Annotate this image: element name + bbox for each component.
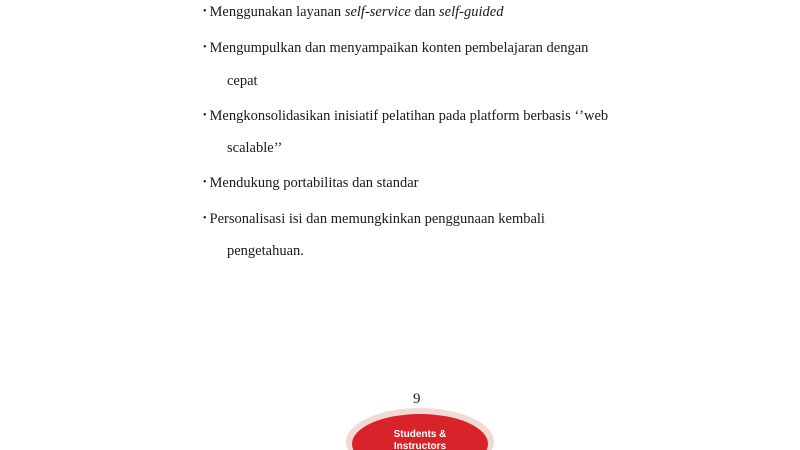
bullet-marker: •	[203, 213, 207, 224]
bullet-item-portability	[203, 174, 419, 192]
bullet-item-platform	[203, 107, 608, 125]
bullet-marker: •	[203, 42, 207, 53]
bullet-text: Mengumpulkan dan menyampaikan konten pembelajaran dengan	[209, 40, 589, 56]
bullet-continuation: cepat	[227, 73, 258, 89]
emphasis-self-service: self-service	[344, 4, 411, 20]
bullet-text: dan	[410, 4, 440, 20]
page-number: 9	[413, 391, 421, 407]
bullet-marker: •	[203, 110, 207, 121]
diagram-label-line2: Instructors	[393, 441, 447, 450]
diagram-label-line1: Students &	[393, 429, 447, 440]
bullet-continuation: pengetahuan.	[227, 243, 304, 259]
bullet-item-personalization	[203, 210, 545, 228]
bullet-marker: •	[203, 177, 207, 188]
bullet-text: Mengkonsolidasikan inisiatif pelatihan pada platform berbasis ‘’web	[209, 108, 609, 124]
bullet-continuation: scalable’’	[227, 140, 283, 156]
bullet-marker: •	[203, 6, 207, 17]
emphasis-self-guided: self-guided	[439, 4, 504, 20]
bullet-item-content-delivery	[203, 39, 588, 57]
bullet-text: Menggunakan layanan	[209, 4, 345, 20]
diagram-figure	[330, 408, 510, 450]
bullet-item-self-service	[203, 3, 503, 21]
bullet-text: Mendukung portabilitas dan standar	[209, 175, 419, 191]
bullet-text: Personalisasi isi dan memungkinkan penggunaan kembali	[209, 211, 545, 227]
